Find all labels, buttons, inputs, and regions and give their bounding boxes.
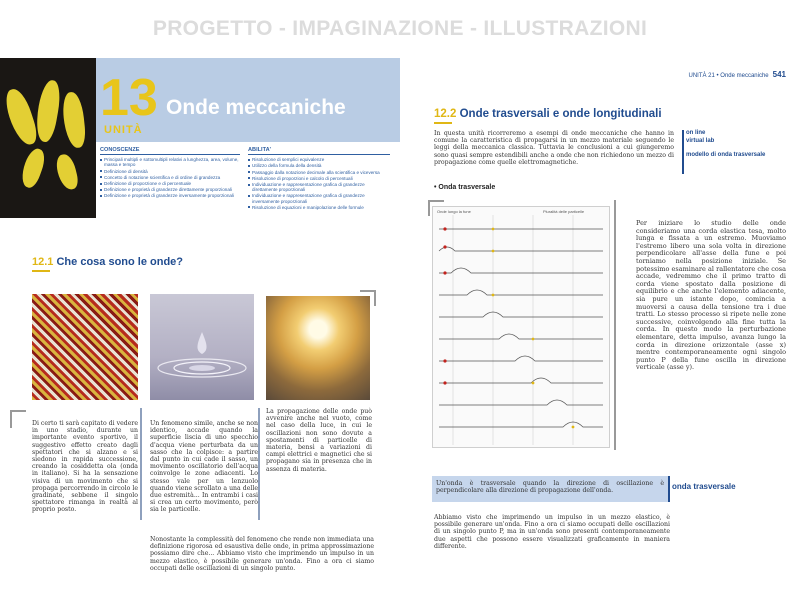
conoscenze-item: Definizione e proprietà di grandezze inversamente proporzionali	[100, 193, 240, 198]
abilita-item: Utilizzo della formula della densità	[248, 163, 390, 168]
abilita-item: Individuazione e rappresentazione grafica di grandezze direttamente proporzionali	[248, 182, 390, 192]
right-page	[400, 58, 800, 600]
conoscenze-item: Definizione di densità	[100, 169, 240, 174]
wave-figure: Onde lungo la fune Pluralità delle particelle	[432, 206, 610, 448]
dancers-photo	[0, 58, 96, 218]
conoscenze-item: Principali multipli e sottomultipli relativi a lunghezza, area, volume, massa e tempo	[100, 157, 240, 167]
column-divider	[140, 408, 142, 520]
abilita-item: Risoluzione di equazioni e manipolazione delle formule	[248, 205, 390, 210]
text-col-1: Di certo ti sarà capitato di vedere in uno stadio, durante un importante evento sportivo, il suggestivo effetto creato dagli spettatori che si alzano e si siedono in rapida successione, creando la cosiddetta ola (onda in italiano). Si ha la sensazione visiva di un movimento che si propaga percorrendo in circolo le gradinate, sebbene il singolo spettatore rimanga in realtà al proprio posto.	[32, 420, 138, 514]
section-underline	[434, 122, 452, 124]
water-drop-photo	[150, 294, 254, 400]
unit-title: Onde meccaniche	[166, 96, 346, 119]
virtual-lab-link[interactable]: virtual lab	[686, 138, 715, 144]
intro-paragraph: In questa unità ricorreremo a esempi di onde meccaniche che hanno in comune la caratteristica di propagarsi in un mezzo materiale seguendo le leggi della meccanica classica. Tuttavia le conclusioni a cui giungeremo sono quasi sempre estendibili anche a onde che non richiedono un mezzo di propagazione come quelle elettromagnetiche.	[434, 130, 674, 166]
left-page	[0, 58, 400, 600]
definition-box	[432, 476, 668, 502]
abilita-item: Risoluzione di semplici equivalenze	[248, 157, 390, 162]
conoscenze-item: Concetto di notazione scientifica e di ordine di grandezza	[100, 175, 240, 180]
conoscenze-item: Definizione di proporzione e di percentuale	[100, 181, 240, 186]
online-link[interactable]: on line	[686, 130, 706, 136]
section-heading-12-2	[434, 108, 662, 120]
section-number: 12.1	[32, 256, 54, 268]
unit-number: 13	[100, 69, 158, 127]
section-underline	[32, 270, 50, 272]
abilita-item: Risoluzione di proporzioni e calcolo di percentuali	[248, 176, 390, 181]
bottom-text-left: Nonostante la complessità del fenomeno che rende non immediata una definizione rigorosa ed esaustiva delle onde, in prima approssimazione possiamo dire che... Abbiamo visto che imprimendo un impulso in un mezzo elastico, è possibile generare un'onda. Fino a ora ci siamo occupati delle oscillazioni di un singolo punto.	[150, 536, 374, 572]
text-col-3: La propagazione delle onde può avvenire anche nel vuoto, come nel caso della luce, in cui le oscillazioni non sono dovute a spostamenti di particelle di materia, bensì a variazioni di campi elettrici e magnetici che si propagano sia in presenza che in assenza di materia.	[266, 408, 372, 473]
column-divider	[258, 408, 260, 520]
conoscenze-box	[100, 148, 240, 200]
conoscenze-heading: CONOSCENZE	[100, 148, 240, 155]
unit-word: UNITÀ	[104, 124, 143, 136]
figure-caption: • Onda trasversale	[434, 184, 496, 191]
abilita-item: Individuazione e rappresentazione grafica di grandezze inversamente proporzionali	[248, 193, 390, 203]
stadium-crowd-photo	[32, 294, 138, 400]
abilita-item: Passaggio dalla notazione decimale alla scientifica e viceversa	[248, 170, 390, 175]
definition-text: Un'onda è trasversale quando la direzione di oscillazione è perpendicolare alla direzione di propagazione dell'onda.	[436, 480, 664, 495]
text-col-2: Un fenomeno simile, anche se non identico, accade quando la superficie liscia di uno specchio d'acqua viene perturbata da un sasso che la colpisce: a partire dal punto in cui cade il sasso, un movimento oscillatorio dell'acqua coinvolge le zone adiacenti. Lo stesso vale per un lenzuolo quando viene scrollato a una delle due estremità... In entrambi i casi si crea un certo movimento, però sia le particelle.	[150, 420, 258, 514]
conoscenze-item: Definizione e proprietà di grandezze direttamente proporzionali	[100, 187, 240, 192]
section-heading-12-1	[32, 256, 183, 268]
model-link[interactable]: modello di onda trasversale	[686, 152, 766, 158]
body-paragraph: Per iniziare lo studio delle onde consideriamo una corda elastica tesa, molto lunga e fissata a un estremo. Muoviamo l'estremo libero una sola volta in direzione perpendicolare all'asse della fune e poi torniamo nella posizione iniziale. Se potessimo esaminare al rallentatore che cosa accade, vedremmo che il primo tratto di corda viene spostato dalla posizione di equilibrio e che anche l'elemento adiacente, sia pure un istante dopo, comincia a muoversi a causa della tensione tra i due tratti. Lo stesso processo si ripete nelle zone successive, coinvolgendo alla fine tutta la corda. In questo modo la perturbazione elementare, detta impulso, avanza lungo la corda in direzione orizzontale (asse x) mentre contemporaneamente ogni singolo punto P della fune oscilla in direzione verticale (asse y).	[636, 219, 786, 372]
running-head: UNITÀ 21 • Onde meccaniche 541	[688, 70, 786, 79]
section-title: Che cosa sono le onde?	[56, 256, 184, 268]
abilita-heading: ABILITA'	[248, 148, 390, 155]
sunburst-photo	[266, 296, 370, 400]
section-title: Onde trasversali e onde longitudinali	[459, 108, 662, 120]
bottom-text-right: Abbiamo visto che imprimendo un impulso in un mezzo elastico, è possibile generare un'onda. Fino a ora ci siamo occupati delle oscillazioni di un singolo punto P, ma in un'onda sono presenti contemporaneamente due aspetti che possono essere visualizzati graficamente in maniera differente.	[434, 514, 670, 550]
abilita-box	[248, 148, 390, 211]
section-number: 12.2	[434, 108, 457, 120]
definition-tag: onda trasversale	[672, 482, 736, 491]
page-number: 541	[772, 70, 786, 79]
page-banner: PROGETTO - IMPAGINAZIONE - ILLUSTRAZIONI	[152, 17, 648, 40]
